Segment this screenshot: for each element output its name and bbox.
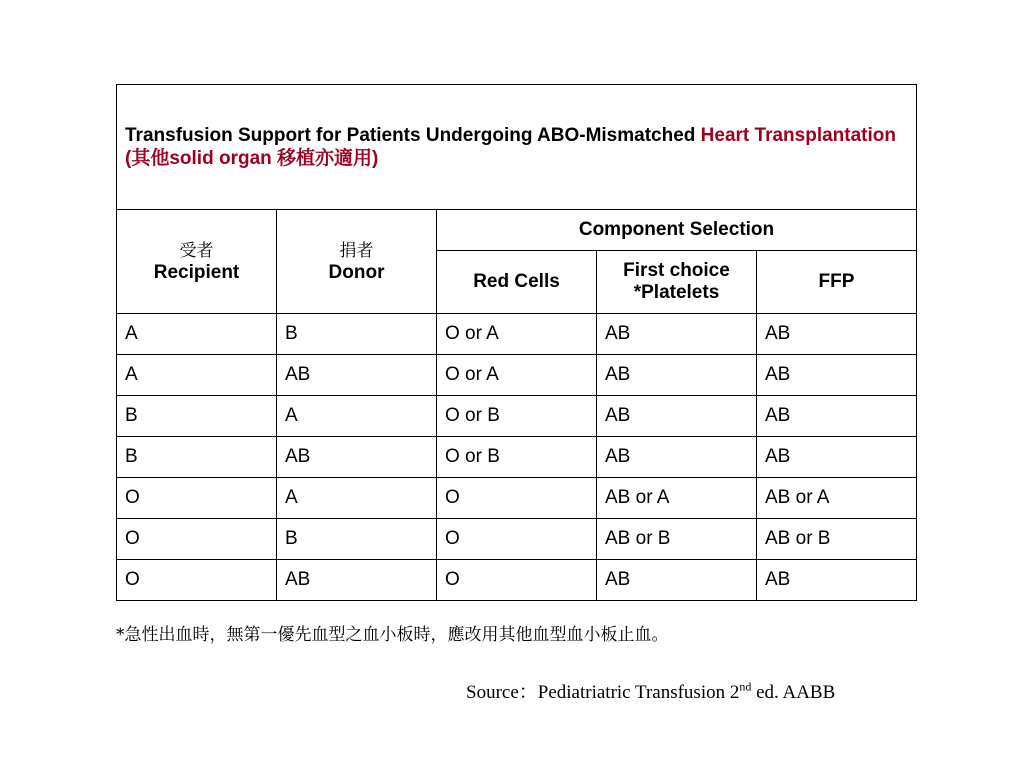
- donor-cell: A: [277, 478, 437, 519]
- donor-header: 捐者 Donor: [277, 210, 437, 314]
- platelets-header: First choice *Platelets: [597, 251, 757, 314]
- recipient-cell: O: [117, 560, 277, 601]
- recipient-header: 受者 Recipient: [117, 210, 277, 314]
- platelets-cell: AB: [597, 355, 757, 396]
- table-row: [117, 355, 917, 396]
- table-row: [117, 314, 917, 355]
- red-cells-cell: O or B: [437, 396, 597, 437]
- red-cells-cell: O: [437, 519, 597, 560]
- donor-cell: AB: [277, 437, 437, 478]
- platelets-cell: AB: [597, 314, 757, 355]
- platelets-cell: AB: [597, 437, 757, 478]
- donor-cell: B: [277, 519, 437, 560]
- red-cells-cell: O or A: [437, 355, 597, 396]
- red-cells-cell: O or B: [437, 437, 597, 478]
- ffp-cell: AB: [757, 560, 917, 601]
- table-row: [117, 437, 917, 478]
- donor-cell: AB: [277, 560, 437, 601]
- ffp-cell: AB or A: [757, 478, 917, 519]
- table-row: [117, 396, 917, 437]
- platelets-cell: AB or B: [597, 519, 757, 560]
- red-cells-header: Red Cells: [437, 251, 597, 314]
- recipient-cell: B: [117, 437, 277, 478]
- ffp-header: FFP: [757, 251, 917, 314]
- table-row: [117, 560, 917, 601]
- recipient-cell: B: [117, 396, 277, 437]
- platelets-cell: AB: [597, 560, 757, 601]
- platelets-cell: AB or A: [597, 478, 757, 519]
- table-row: [117, 519, 917, 560]
- recipient-cell: A: [117, 314, 277, 355]
- red-cells-cell: O: [437, 478, 597, 519]
- component-selection-header: Component Selection: [437, 210, 917, 251]
- red-cells-cell: O: [437, 560, 597, 601]
- ffp-cell: AB: [757, 355, 917, 396]
- title-black-text: Transfusion Support for Patients Undergoing ABO-Mismatched: [125, 124, 696, 146]
- ffp-cell: AB: [757, 314, 917, 355]
- source-citation: Source：Pediatriatric Transfusion 2nd ed. AABB: [466, 679, 836, 703]
- donor-cell: AB: [277, 355, 437, 396]
- ffp-cell: AB or B: [757, 519, 917, 560]
- platelets-cell: AB: [597, 396, 757, 437]
- footnote: *急性出血時，無第一優先血型之血小板時，應改用其他血型血小板止血。: [116, 625, 669, 645]
- title-red-text: Heart Transplantation (其他solid organ 移植亦適用): [125, 124, 896, 169]
- recipient-cell: A: [117, 355, 277, 396]
- recipient-cell: O: [117, 519, 277, 560]
- title-row: [117, 85, 917, 210]
- recipient-cell: O: [117, 478, 277, 519]
- red-cells-cell: O or A: [437, 314, 597, 355]
- header-row-1: [117, 210, 917, 251]
- donor-cell: B: [277, 314, 437, 355]
- donor-cell: A: [277, 396, 437, 437]
- ffp-cell: AB: [757, 396, 917, 437]
- table-row: [117, 478, 917, 519]
- ffp-cell: AB: [757, 437, 917, 478]
- table-title: [117, 85, 917, 210]
- transfusion-table: [116, 84, 917, 601]
